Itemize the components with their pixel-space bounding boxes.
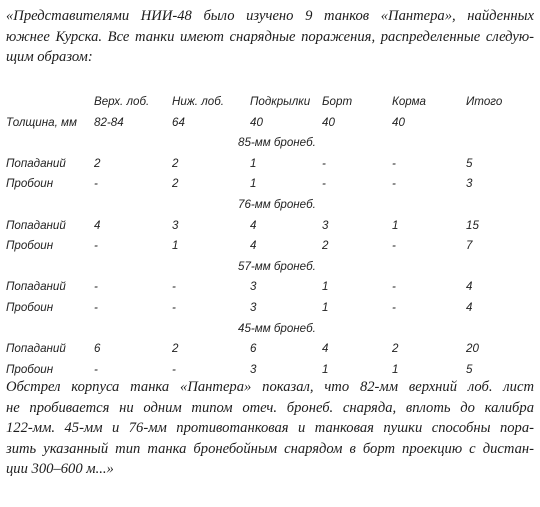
outro-line-2: не пробивается ни одним типом отеч. бронеб. снаряда, вплоть до калибра	[6, 399, 534, 416]
table-row: Попаданий - - 3 1 - 4	[6, 280, 473, 294]
intro-line-2: южнее Курска. Все танки имеют снарядные поражения, распределенные следую-	[6, 28, 534, 45]
table-header-row	[6, 92, 534, 113]
thickness-lower-front: 64	[172, 115, 185, 129]
header-side: Борт	[322, 95, 353, 108]
section-heading: 76-мм бронеб.	[238, 197, 316, 211]
header-upper-front: Верх. лоб.	[94, 95, 150, 108]
outro-line-1: Обстрел корпуса танка «Пантера» показал, что 82-мм верхний лоб. лист	[6, 379, 534, 395]
header-rear: Корма	[392, 95, 426, 108]
table-row: Попаданий 6 2 6 4 2 20	[6, 342, 479, 356]
table-row: Попаданий 2 2 1 - - 5	[6, 156, 473, 170]
section-heading: 85-мм бронеб.	[238, 136, 316, 150]
table-row: Попаданий 4 3 4 3 1 15	[6, 218, 479, 232]
thickness-label: Толщина, мм	[6, 115, 77, 129]
outro-line-3: 122-мм. 45-мм и 76-мм противотанковая и танковая пушки способны пора-	[6, 420, 534, 436]
intro-line-3: щим образом:	[6, 49, 93, 65]
thickness-upper-front: 82-84	[94, 115, 124, 129]
conclusion-paragraph	[6, 377, 534, 480]
table-row: Пробоин - - 3 1 1 5	[6, 362, 473, 376]
table-row: Пробоин - 1 4 2 - 7	[6, 239, 473, 253]
hit-table	[6, 92, 534, 380]
outro-line-5: ции 300–600 м...»	[6, 461, 114, 477]
header-fenders: Подкрылки	[250, 95, 311, 108]
thickness-side: 40	[322, 115, 335, 129]
table-row: Пробоин - - 3 1 - 4	[6, 300, 473, 314]
outro-line-4: зить указанный тип танка бронебойным снарядом в борт проекцию с дистан-	[6, 440, 534, 457]
thickness-rear: 40	[392, 115, 405, 129]
header-lower-front: Ниж. лоб.	[172, 95, 224, 108]
thickness-row	[6, 113, 534, 134]
header-total: Итого	[466, 95, 503, 108]
section-heading: 45-мм бронеб.	[238, 321, 316, 335]
intro-paragraph	[6, 6, 534, 68]
intro-line-1: «Представителями НИИ-48 было изучено 9 танков «Пантера», найденных	[6, 8, 534, 24]
table-row: Пробоин - 2 1 - - 3	[6, 177, 473, 191]
thickness-fenders: 40	[250, 115, 263, 129]
section-heading: 57-мм бронеб.	[238, 259, 316, 273]
